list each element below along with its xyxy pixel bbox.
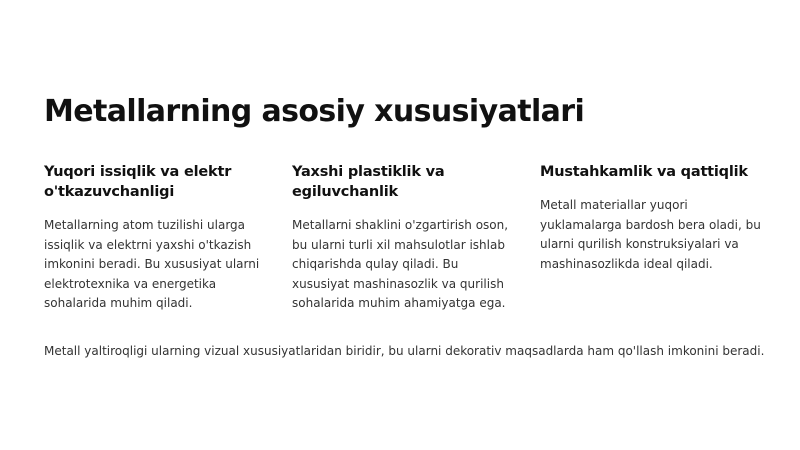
footer-text: Metall yaltiroqligi ularning vizual xususiyatlaridan biridir, bu ularni dekorativ maqsadlarda ham qo'llash imkonini beradi. bbox=[44, 344, 765, 358]
column-text: Metallarning atom tuzilishi ularga issiqlik va elektrni yaxshi o'tkazish imkonini beradi. Bu xususiyat ularni elektrotexnika va energetika sohalarida muhim qiladi. bbox=[44, 218, 260, 310]
property-column-strength bbox=[540, 162, 762, 274]
property-column-conductivity bbox=[44, 162, 266, 314]
property-column-plasticity bbox=[292, 162, 514, 314]
column-text: Metallarni shaklini o'zgartirish oson, bu ularni turli xil mahsulotlar ishlab chiqarishda qulay qiladi. Bu xususiyat mashinasozlik va qurilish sohalarida muhim ahamiyatga ega. bbox=[292, 218, 509, 310]
slide-title: Metallarning asosiy xususiyatlari bbox=[44, 94, 585, 129]
column-text: Metall materiallar yuqori yuklamalarga bardosh bera oladi, bu ularni qurilish konstruksiyalari va mashinasozlikda ideal qiladi. bbox=[540, 198, 761, 271]
column-heading: Mustahkamlik va qattiqlik bbox=[540, 164, 748, 180]
column-heading: Yaxshi plastiklik va egiluvchanlik bbox=[292, 164, 445, 200]
column-heading: Yuqori issiqlik va elektr o'tkazuvchanligi bbox=[44, 164, 232, 200]
